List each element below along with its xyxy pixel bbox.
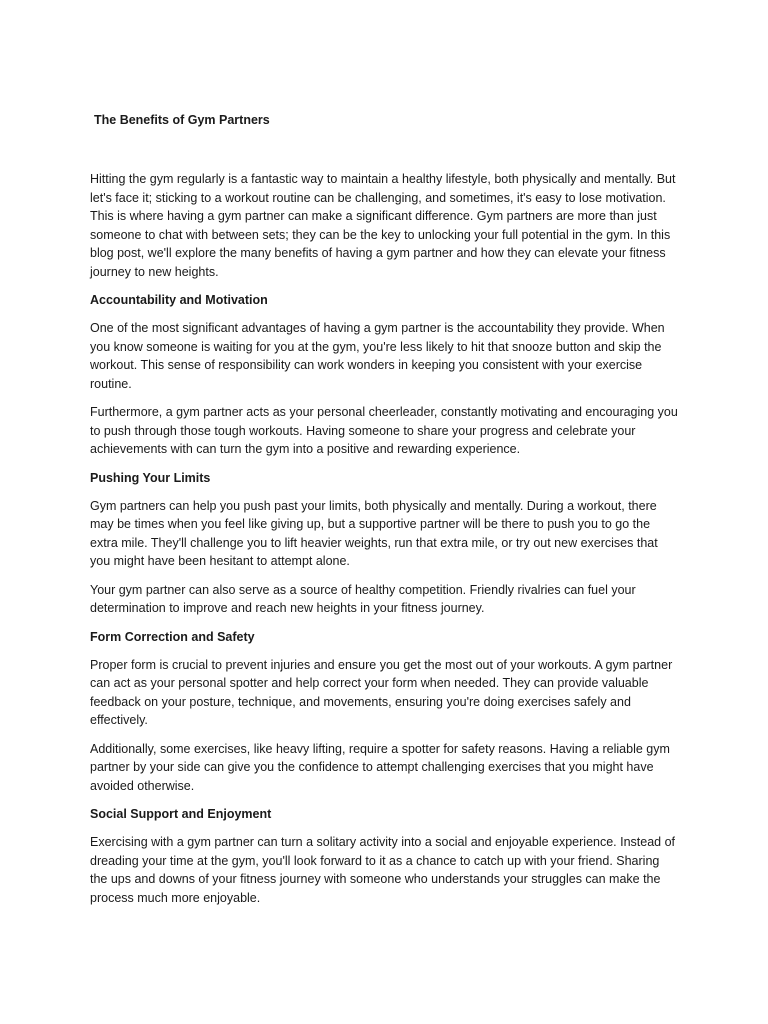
section-paragraph: One of the most significant advantages of having a gym partner is the accountability they provide. When you know someone is waiting for you at the gym, you're less likely to hit that snooze button and skip the workout. This sense of responsibility can work wonders in keeping you consistent with your exercise routine.: [90, 321, 665, 391]
section-paragraph: Gym partners can help you push past your limits, both physically and mentally. During a workout, there may be times when you feel like giving up, but a supportive partner will be there to push you to go the extra mile. They'll challenge you to lift heavier weights, run that extra mile, or try out new exercises that you might have been hesitant to attempt alone.: [90, 498, 658, 568]
section-paragraph: Additionally, some exercises, like heavy lifting, require a spotter for safety reasons. Having a reliable gym partner by your side can give you the confidence to attempt challenging exercises that you might have avoided otherwise.: [90, 741, 670, 793]
section-paragraph: Proper form is crucial to prevent injuries and ensure you get the most out of your workouts. A gym partner can act as your personal spotter and help correct your form when needed. They can provide valuable feedback on your posture, technique, and movements, ensuring you're doing exercises safely and effectively.: [90, 657, 673, 727]
section-paragraph: Exercising with a gym partner can turn a solitary activity into a social and enjoyable experience. Instead of dreading your time at the gym, you'll look forward to it as a chance to catch up with your friend. Sharing the ups and downs of your fitness journey with someone who understands your struggles can make the process much more enjoyable.: [90, 835, 676, 905]
document-page: [90, 112, 680, 917]
document-title: The Benefits of Gym Partners: [94, 113, 270, 127]
section-paragraph: Furthermore, a gym partner acts as your personal cheerleader, constantly motivating and encouraging you to push through those tough workouts. Having someone to share your progress and celebrate your achievements with can turn the gym into a positive and rewarding experience.: [90, 405, 678, 456]
section-heading-accountability: Accountability and Motivation: [90, 293, 268, 307]
section-heading-form-safety: Form Correction and Safety: [90, 629, 255, 644]
section-heading-social-support: Social Support and Enjoyment: [90, 807, 272, 821]
section-paragraph: Your gym partner can also serve as a source of healthy competition. Friendly rivalries can fuel your determination to improve and reach new heights in your fitness journey.: [90, 582, 636, 615]
intro-paragraph: Hitting the gym regularly is a fantastic way to maintain a healthy lifestyle, both physically and mentally. But let's face it; sticking to a workout routine can be challenging, and sometimes, it's easy to lose motivation. This is where having a gym partner can make a significant difference. Gym partners are more than just someone to chat with between sets; they can be the key to unlocking your full potential in the gym. In this blog post, we'll explore the many benefits of having a gym partner and how they can elevate your fitness journey to new heights.: [90, 172, 676, 279]
section-heading-pushing-limits: Pushing Your Limits: [90, 470, 211, 485]
